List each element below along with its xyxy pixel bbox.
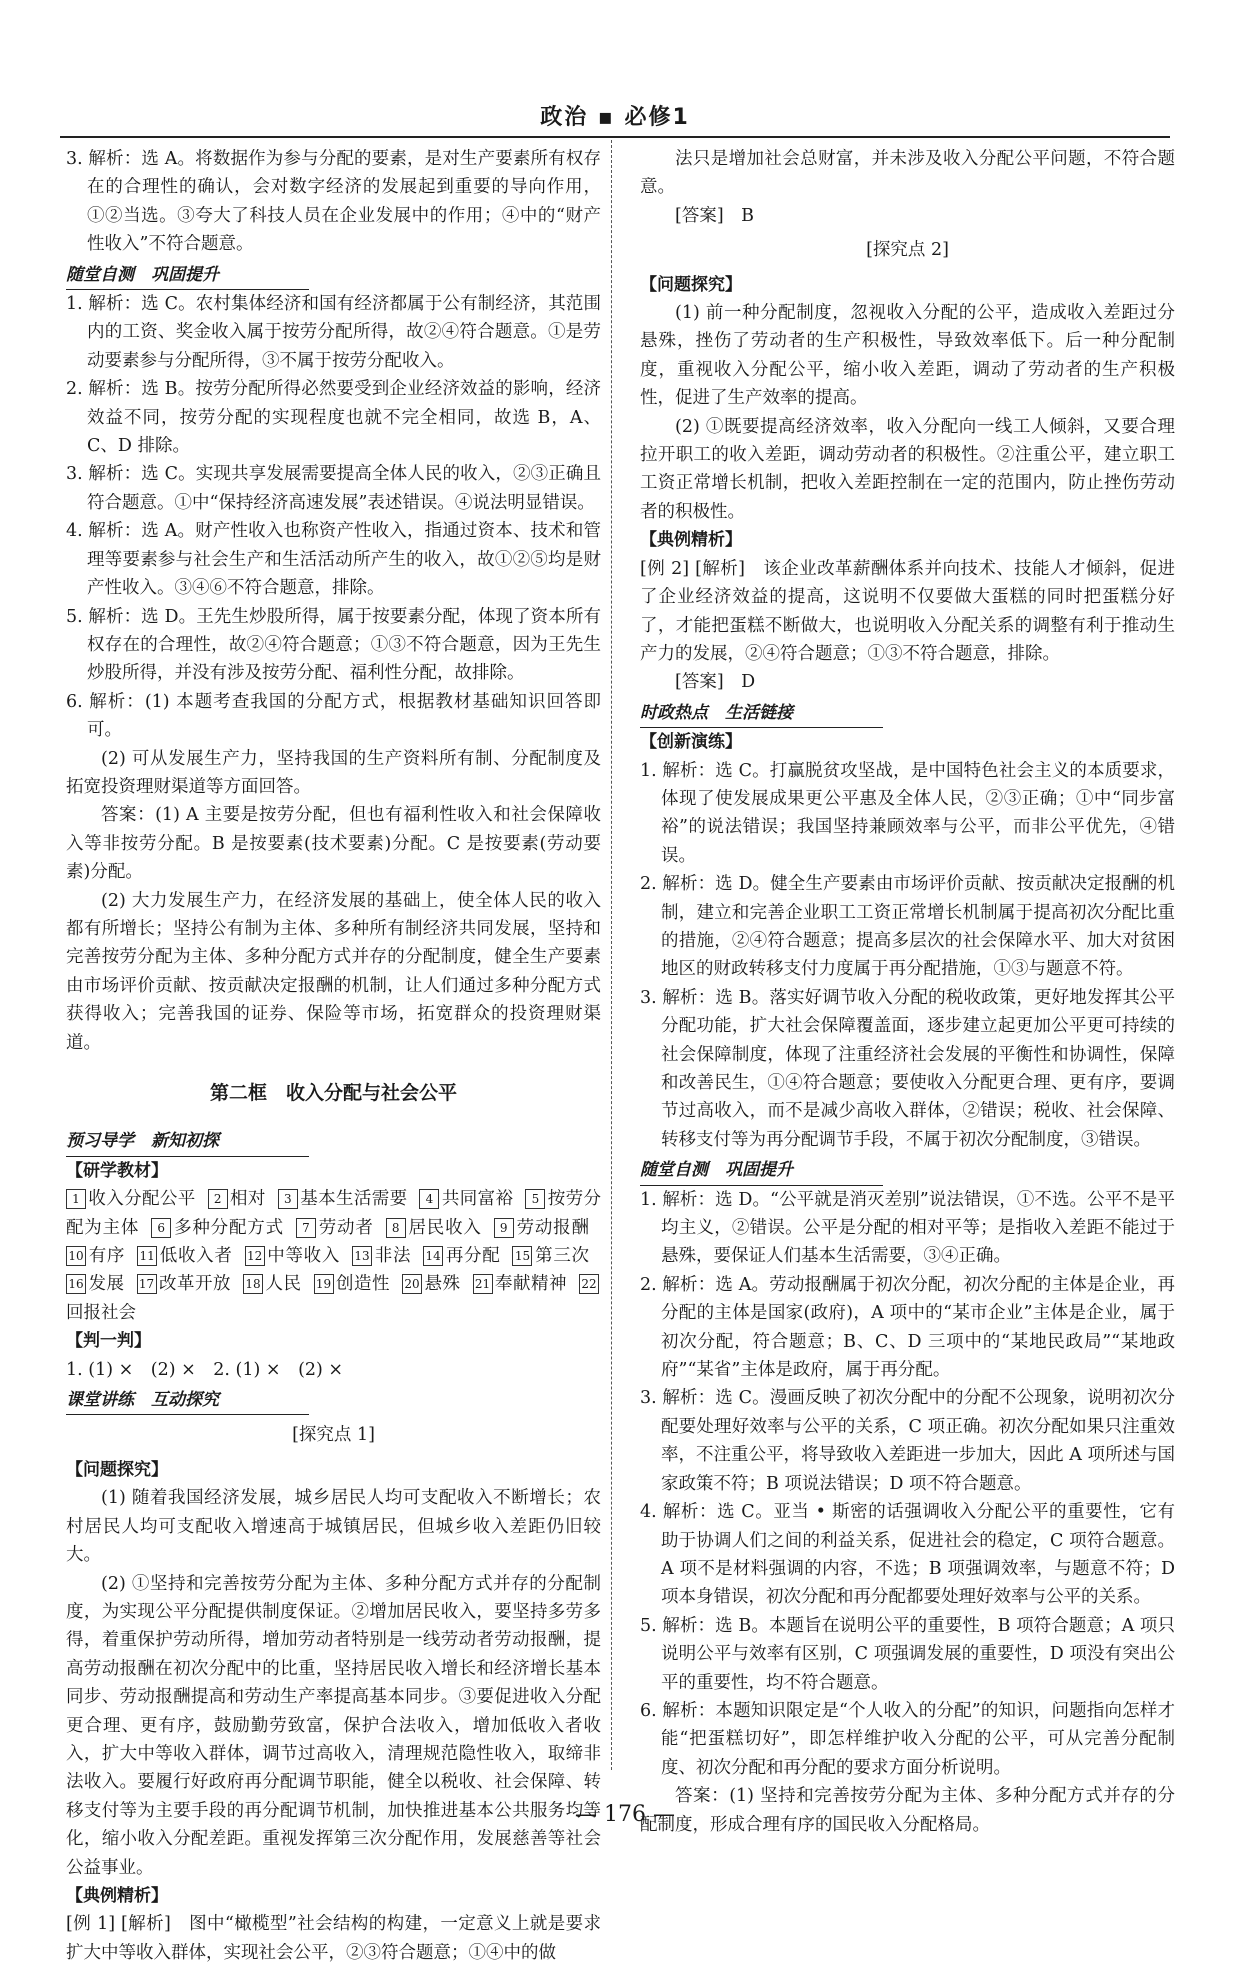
keyword-number: 21 <box>473 1274 493 1294</box>
keyword-number: 19 <box>314 1274 334 1294</box>
selftest-6: 6. 解析：本题知识限定是“个人收入的分配”的知识，问题指向怎样才能“把蛋糕切好”，即怎样维护收入分配的公平，可从完善分配制度、初次分配和再分配的要求方面分析说明。 <box>640 1700 1175 1778</box>
keyword-item <box>66 1189 196 1209</box>
keyword-number: 22 <box>579 1274 599 1294</box>
keyword-number: 1 <box>66 1189 86 1209</box>
keyword-number: 17 <box>137 1274 157 1294</box>
example-1: [例 1] [解析] 图中“橄榄型”社会结构的构建，一定意义上就是要求扩大中等收入群体，实现社会公平，②③符合题意；①④中的做 <box>66 1914 601 1963</box>
keyword-text: 多种分配方式 <box>173 1217 284 1238</box>
answer-example-2: [答案] D <box>675 672 756 693</box>
bracket-example-2: 【典例精析】 <box>640 530 742 551</box>
keyword-item <box>386 1218 482 1238</box>
innovation-3: 3. 解析：选 B。落实好调节收入分配的税收政策，更好地发挥其公平分配功能，扩大社会保障覆盖面，逐步建立起更加公平更可持续的社会保障制度，体现了注重经济社会发展的平衡性和协调性，保障和改善民生，①④符合题意；要使收入分配更合理、更有序，要调节过高收入，而不是减少高收入群体，②错误；税收、社会保障、转移支付等为再分配调节手段，不属于初次分配制度，③错误。 <box>640 987 1175 1150</box>
bracket-innovation: 【创新演练】 <box>640 732 742 753</box>
keyword-text: 基本生活需要 <box>299 1189 408 1210</box>
keyword-item <box>66 1246 125 1266</box>
keyword-text: 低收入者 <box>159 1246 233 1267</box>
explore-1: (1) 随着我国经济发展，城乡居民人均可支配收入不断增长；农村居民人均可支配收入增速高于城镇居民，但城乡收入差距仍旧较大。 <box>66 1488 601 1566</box>
judge-answers: 1. (1) × (2) × 2. (1) × (2) × <box>66 1359 344 1380</box>
answer-6c: 答案：(1) A 主要是按劳分配，但也有福利性收入和社会保障收入等非按劳分配。B 是按要素(技术要素)分配。C 是按要素(劳动要素)分配。 <box>66 805 601 883</box>
keyword-text: 按劳分配为主体 <box>66 1189 602 1238</box>
keyword-text: 发展 <box>88 1274 125 1295</box>
keyword-text: 人民 <box>265 1274 302 1295</box>
selftest-4: 4. 解析：选 C。亚当 • 斯密的话强调收入分配公平的重要性，它有助于协调人们之间的利益关系，促进社会的稳定，C 项符合题意。A 项不是材料强调的内容，不选；B 项强调效率，与题意不符；D 项本身错误，初次分配和再分配都要处理好效率与公平的关系。 <box>640 1502 1175 1608</box>
innovation-1: 1. 解析：选 C。打赢脱贫攻坚战，是中国特色社会主义的本质要求，体现了使发展成果更公平惠及全体人民，②③正确；①中“同步富裕”的说法错误；我国坚持兼顾效率与公平，而非公平优先，④错误。 <box>640 760 1175 866</box>
example-2: [例 2] [解析] 该企业改革薪酬体系并向技术、技能人才倾斜，促进了企业经济效益的提高，这说明不仅要做大蛋糕的同时把蛋糕分好了，才能把蛋糕不断做大，也说明收入分配关系的调整有利于推动生产力的发展，②④符合题意；①③不符合题意，排除。 <box>640 558 1175 664</box>
keyword-number: 18 <box>243 1274 263 1294</box>
keyword-number: 4 <box>419 1189 439 1209</box>
keyword-item <box>245 1246 340 1266</box>
keyword-text: 共同富裕 <box>441 1189 514 1210</box>
column-divider <box>611 140 612 1770</box>
keyword-text: 改革开放 <box>158 1274 231 1295</box>
keyword-number: 7 <box>296 1218 316 1238</box>
keyword-text: 劳动报酬 <box>515 1217 589 1238</box>
bracket-problem-explore: 【问题探究】 <box>66 1459 168 1480</box>
answer-4: 4. 解析：选 A。财产性收入也称资产性收入，指通过资本、技术和管理等要素参与社会生产和生活活动所产生的收入，故①②⑤均是财产性收入。③④⑥不符合题意，排除。 <box>66 521 601 599</box>
keyword-number: 11 <box>137 1246 157 1266</box>
keyword-number: 9 <box>494 1218 514 1238</box>
keyword-item <box>423 1246 500 1266</box>
keyword-text: 有序 <box>88 1246 126 1267</box>
keyword-number: 3 <box>278 1189 298 1209</box>
section-heading-current-affairs: 时政热点 生活链接 <box>640 699 883 728</box>
bracket-problem-explore-2: 【问题探究】 <box>640 274 742 295</box>
keyword-item <box>419 1189 513 1209</box>
keyword-number: 2 <box>208 1189 228 1209</box>
example-1-cont: 法只是增加社会总财富，并未涉及收入分配公平问题，不符合题意。 <box>640 149 1175 198</box>
keyword-number: 14 <box>423 1246 443 1266</box>
keyword-item <box>352 1246 411 1266</box>
keyword-item <box>137 1274 232 1294</box>
answer-3: 3. 解析：选 A。将数据作为参与分配的要素，是对生产要素所有权存在的合理性的确认，会对数字经济的发展起到重要的导向作用，①②当选。③夸大了科技人员在企业发展中的作用；④中的“财产性收入”不符合题意。 <box>66 149 601 255</box>
bracket-judge: 【判一判】 <box>66 1331 151 1352</box>
keyword-number: 10 <box>66 1246 86 1266</box>
answer-2: 2. 解析：选 B。按劳分配所得必然要受到企业经济效益的影响，经济效益不同，按劳分配的实现程度也就不完全相同，故选 B，A、C、D 排除。 <box>66 379 601 457</box>
selftest-2: 2. 解析：选 A。劳动报酬属于初次分配，初次分配的主体是企业，再分配的主体是国家(政府)，A 项中的“某市企业”主体是企业，属于初次分配，符合题意；B、C、D 三项中的“某地民政局”“某地政府”“某省”主体是政府，属于再分配。 <box>640 1274 1175 1381</box>
answer-6b: (2) 可从发展生产力，坚持我国的生产资料所有制、分配制度及拓宽投资理财渠道等方面回答。 <box>66 748 601 797</box>
keyword-item <box>66 1274 125 1294</box>
section-heading-self-test: 随堂自测 巩固提升 <box>66 261 309 290</box>
keyword-item <box>151 1218 284 1238</box>
keyword-item <box>278 1189 408 1209</box>
keyword-item <box>296 1218 374 1238</box>
keyword-item <box>494 1218 589 1238</box>
left-column <box>66 145 601 1967</box>
page-header <box>60 100 1170 130</box>
answer-6a: 6. 解析：(1) 本题考查我国的分配方式，根据教材基础知识回答即可。 <box>66 691 601 741</box>
keyword-number: 12 <box>245 1246 265 1266</box>
keyword-number: 8 <box>386 1218 406 1238</box>
keyword-item <box>512 1246 589 1266</box>
keyword-text: 非法 <box>374 1246 412 1267</box>
keyword-number: 20 <box>402 1274 422 1294</box>
frame-title: 第二框 收入分配与社会公平 <box>209 1082 457 1104</box>
section-heading-self-test-2: 随堂自测 巩固提升 <box>640 1156 883 1185</box>
keyword-text: 第三次 <box>534 1246 590 1267</box>
keyword-number: 6 <box>151 1218 171 1238</box>
keyword-text: 奉献精神 <box>494 1274 567 1295</box>
selftest-6-answer: 答案：(1) 坚持和完善按劳分配为主体、多种分配方式并存的分配制度，形成合理有序的国民收入分配格局。 <box>640 1786 1175 1835</box>
keyword-text: 回报社会 <box>66 1302 136 1323</box>
keyword-text: 相对 <box>229 1189 266 1210</box>
keyword-number: 5 <box>525 1189 545 1209</box>
answer-5: 5. 解析：选 D。王先生炒股所得，属于按要素分配，体现了资本所有权存在的合理性，故②④符合题意；①③不符合题意，因为王先生炒股所得，并没有涉及按劳分配、福利性分配，故排除。 <box>66 606 601 684</box>
header-rule <box>60 136 1170 138</box>
keyword-text: 创造性 <box>335 1274 390 1295</box>
page-number: — 176 — <box>575 1802 675 1827</box>
page-title: 政治 ▪ 必修1 <box>540 105 690 130</box>
keyword-text: 再分配 <box>445 1246 501 1267</box>
bracket-study-material: 【研学教材】 <box>66 1160 168 1181</box>
keyword-item <box>137 1246 232 1266</box>
keyword-item <box>402 1274 461 1294</box>
section-heading-classroom: 课堂讲练 互动探究 <box>66 1386 309 1415</box>
explore-point-1: [探究点 1] <box>292 1425 375 1446</box>
keyword-item <box>314 1274 391 1294</box>
right-column <box>640 145 1175 1839</box>
explore-2-1: (1) 前一种分配制度，忽视收入分配的公平，造成收入差距过分悬殊，挫伤了劳动者的生产积极性，导致效率低下。后一种分配制度，重视收入分配公平，缩小收入差距，调动了劳动者的生产积极性，促进了生产效率的提高。 <box>640 303 1175 409</box>
innovation-2: 2. 解析：选 D。健全生产要素由市场评价贡献、按贡献决定报酬的机制，建立和完善企业职工工资正常增长机制属于提高初次分配比重的措施，②④符合题意；提高多层次的社会保障水平、加大对贫困地区的财政转移支付力度属于再分配措施，①③与题意不符。 <box>640 874 1175 980</box>
keyword-number: 15 <box>512 1246 532 1266</box>
keyword-item <box>208 1189 266 1209</box>
keyword-text: 居民收入 <box>407 1217 482 1238</box>
keyword-text: 劳动者 <box>317 1217 374 1238</box>
answer-6d: (2) 大力发展生产力，在经济发展的基础上，使全体人民的收入都有所增长；坚持公有制为主体、多种所有制经济共同发展，坚持和完善按劳分配为主体、多种分配方式并存的分配制度，健全生产要素由市场评价贡献、按贡献决定报酬的机制，让人们通过多种分配方式获得收入；完善我国的证券、保险等市场，拓宽群众的投资理财渠道。 <box>66 890 601 1053</box>
keyword-list <box>66 1185 601 1327</box>
keyword-text: 收入分配公平 <box>88 1189 196 1210</box>
keyword-item <box>243 1274 302 1294</box>
selftest-5: 5. 解析：选 B。本题旨在说明公平的重要性，B 项符合题意；A 项只说明公平与效率有区别，C 项强调发展的重要性，D 项没有突出公平的重要性，均不符合题意。 <box>640 1615 1175 1693</box>
keyword-text: 中等收入 <box>266 1246 341 1267</box>
explore-point-2: [探究点 2] <box>866 240 949 261</box>
keyword-item <box>473 1274 568 1294</box>
bracket-example: 【典例精析】 <box>66 1885 168 1906</box>
answer-3b: 3. 解析：选 C。实现共享发展需要提高全体人民的收入，②③正确且符合题意。①中“保持经济高速发展”表述错误。④说法明显错误。 <box>66 464 601 513</box>
answer-example-1: [答案] B <box>675 205 755 226</box>
explore-2: (2) ①坚持和完善按劳分配为主体、多种分配方式并存的分配制度，为实现公平分配提供制度保证。②增加居民收入，要坚持多劳多得，着重保护劳动所得，增加劳动者特别是一线劳动者劳动报酬，提高劳动报酬在初次分配中的比重，坚持居民收入增长和经济增长基本同步、劳动报酬提高和劳动生产率提高基本同步。③要促进收入分配更合理、更有序，鼓励勤劳致富，保护合法收入，增加低收入者收入，扩大中等收入群体，调节过高收入，清理规范隐性收入，取缔非法收入。要履行好政府再分配调节职能，健全以税收、社会保障、转移支付等为主要手段的再分配调节机制，加快推进基本公共服务均等化，缩小收入分配差距。重视发挥第三次分配作用，发展慈善等社会公益事业。 <box>66 1573 601 1878</box>
section-heading-preview: 预习导学 新知初探 <box>66 1127 309 1156</box>
selftest-1: 1. 解析：选 D。“公平就是消灭差别”说法错误，①不选。公平不是平均主义，②错误。公平是分配的相对平等；是指收入差距不能过于悬殊，要保证人们基本生活需要，③④正确。 <box>640 1189 1175 1267</box>
answer-1: 1. 解析：选 C。农村集体经济和国有经济都属于公有制经济，其范围内的工资、奖金收入属于按劳分配所得，故②④符合题意。①是劳动要素参与分配所得，③不属于按劳分配收入。 <box>66 294 601 371</box>
selftest-3: 3. 解析：选 C。漫画反映了初次分配中的分配不公现象，说明初次分配要处理好效率与公平的关系，C 项正确。初次分配如果只注重效率，不注重公平，将导致收入差距进一步加大，因此 A 项所述与国家政策不符；B 项说法错误；D 项不符合题意。 <box>640 1388 1175 1494</box>
keyword-text: 悬殊 <box>424 1274 461 1295</box>
keyword-number: 13 <box>352 1246 372 1266</box>
keyword-number: 16 <box>66 1274 86 1294</box>
explore-2-2: (2) ①既要提高经济效率，收入分配向一线工人倾斜，又要合理拉开职工的收入差距，调动劳动者的积极性。②注重公平，建立职工工资正常增长机制，把收入差距控制在一定的范围内，防止挫伤劳动者的积极性。 <box>640 416 1175 522</box>
